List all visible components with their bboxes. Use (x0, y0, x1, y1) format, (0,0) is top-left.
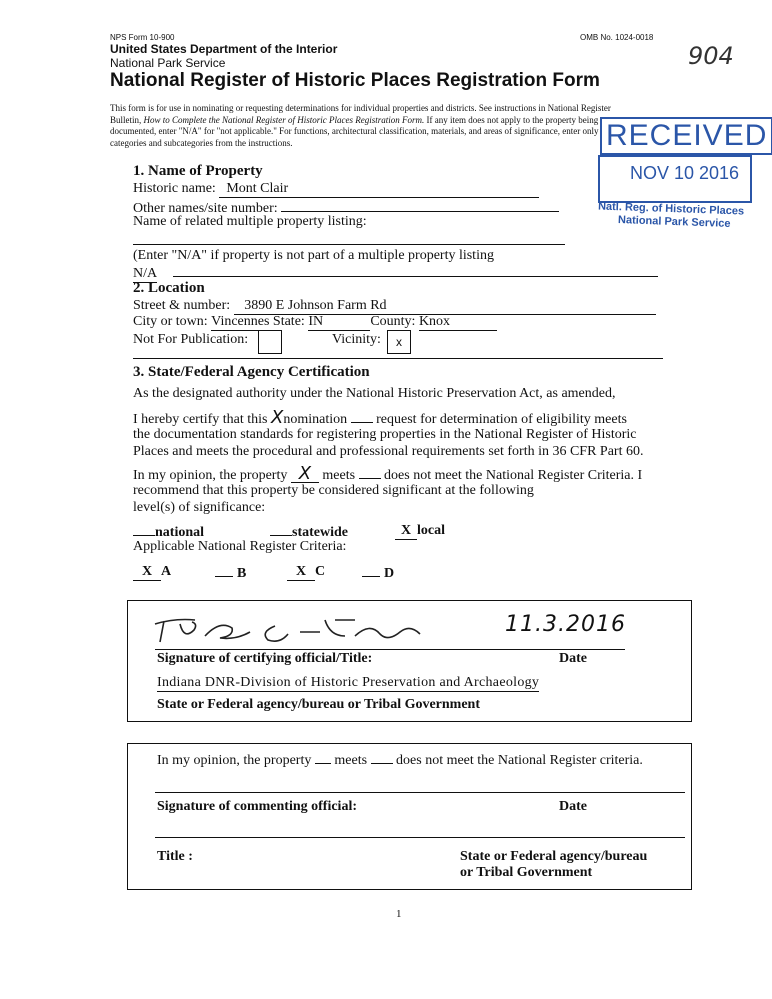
opinion-line2: recommend that this property be considered significant at the following (133, 483, 534, 498)
county-field[interactable] (419, 313, 497, 331)
section1-heading: 1. Name of Property (133, 163, 263, 179)
historic-name-value: Mont Clair (226, 181, 289, 196)
commenting-date-label: Date (559, 799, 587, 814)
stamp-received: RECEIVED (600, 117, 772, 155)
received-stamp (594, 117, 768, 235)
section2-heading: 2. Location (133, 280, 205, 296)
certify-line: I hereby certify that this Xnomination request for determination of eligibility meets (133, 407, 627, 428)
historic-name-label: Historic name: (133, 181, 220, 196)
criterion-a[interactable]: X A (133, 564, 171, 581)
vicinity-label: Vicinity: (332, 332, 381, 347)
criterion-b[interactable]: B (215, 564, 246, 582)
commenting-signature-label: Signature of commenting official: (157, 799, 357, 814)
request-blank[interactable] (351, 410, 373, 423)
street-value: 3890 E Johnson Farm Rd (244, 298, 387, 313)
intro-line: This form is for use in nominating or requesting determinations for individual properties and districts. See instructions in National Register (110, 103, 611, 113)
certify-line3: Places and meets the procedural and professional requirements set forth in 36 CFR Part 60. (133, 444, 644, 459)
commenting-agency-line2: or Tribal Government (460, 865, 593, 880)
historic-name-row (133, 180, 539, 198)
commenting-opinion-line: In my opinion, the property meets does not meet the National Register criteria. (157, 753, 643, 768)
agency-name-value: Indiana DNR-Division of Historic Preservation and Archaeology (157, 675, 540, 690)
criterion-d[interactable]: D (362, 564, 394, 582)
related-listing-label: Name of related multiple property listing: (133, 214, 367, 229)
vicinity-checkbox[interactable]: x (387, 330, 411, 354)
form-title: National Register of Historic Places Registration Form (110, 70, 600, 91)
publication-checkbox[interactable] (258, 330, 282, 354)
street-label: Street & number: (133, 298, 234, 313)
related-listing-line[interactable] (133, 244, 565, 245)
other-names-label: Other names/site number: (133, 201, 278, 216)
criteria-label: Applicable National Register Criteria: (133, 539, 347, 554)
na-row (133, 263, 658, 283)
signature-line[interactable] (155, 649, 625, 650)
county-label: County: (370, 314, 419, 329)
certifying-signature-label: Signature of certifying official/Title: (157, 651, 373, 666)
intro-line: Bulletin, How to Complete the National Register of Historic Places Registration Form. If any item does not apply to the property being (110, 114, 599, 125)
criterion-c[interactable]: X C (287, 564, 325, 581)
signature-date: 11.3.2016 (505, 612, 626, 637)
state-field[interactable] (308, 313, 370, 331)
stamp-line1: Natl. Reg. of Historic Places (597, 200, 745, 218)
certifying-date-label: Date (559, 651, 587, 666)
certifying-agency-label: State or Federal agency/bureau or Tribal Government (157, 697, 481, 712)
commenting-not-meet-blank[interactable] (371, 751, 393, 764)
commenting-title-label: Title : (157, 849, 193, 864)
city-field[interactable] (211, 313, 269, 331)
section-divider (133, 358, 663, 359)
agency-name (157, 674, 539, 692)
certify-mark[interactable]: X (271, 407, 284, 428)
department: United States Department of the Interior (110, 42, 338, 56)
city-label: City or town: (133, 314, 212, 329)
publication-label: Not For Publication: (133, 332, 249, 347)
level-statewide[interactable]: statewide (270, 523, 348, 541)
na-value[interactable]: N/A (133, 266, 158, 281)
historic-name-field[interactable] (219, 180, 539, 198)
page-number: 1 (396, 908, 402, 920)
level-local[interactable]: X local (395, 523, 445, 540)
certify-line2: the documentation standards for registering properties in the National Register of Historic (133, 427, 637, 442)
meets-mark[interactable]: X (291, 465, 319, 483)
not-meet-blank[interactable] (359, 466, 381, 479)
opinion-line3: level(s) of significance: (133, 500, 266, 515)
other-names-field[interactable] (281, 197, 559, 212)
service: National Park Service (110, 56, 226, 70)
stamp-date: NOV 10 2016 (630, 163, 740, 183)
signature-image (150, 606, 450, 648)
na-line (173, 263, 658, 277)
commenting-agency-line1: State or Federal agency/bureau (460, 849, 648, 864)
omb-number: OMB No. 1024-0018 (580, 33, 654, 42)
city-value: Vincennes (211, 314, 270, 329)
na-note: (Enter "N/A" if property is not part of a multiple property listing (133, 248, 494, 263)
state-label: State: (272, 314, 309, 329)
authority-text: As the designated authority under the National Historic Preservation Act, as amended, (133, 386, 616, 401)
intro-line: documented, enter "N/A" for "not applicable." For functions, architectural classification, materials, and areas of significance, enter only (110, 126, 599, 136)
city-row (133, 313, 497, 331)
intro-line: categories and subcategories from the instructions. (110, 137, 293, 148)
form-number: NPS Form 10-900 (110, 33, 175, 42)
county-value: Knox (418, 314, 451, 329)
state-value: IN (308, 314, 324, 329)
level-national[interactable]: national (133, 523, 204, 541)
commenting-signature-line[interactable] (155, 792, 685, 793)
opinion-line: In my opinion, the property X meets does not meet the National Register Criteria. I (133, 463, 643, 484)
commenting-meets-blank[interactable] (315, 751, 331, 764)
commenting-title-line[interactable] (155, 837, 685, 838)
stamp-line2: National Park Service (617, 214, 731, 230)
section3-heading: 3. State/Federal Agency Certification (133, 364, 370, 380)
handwritten-number: 904 (688, 42, 734, 70)
